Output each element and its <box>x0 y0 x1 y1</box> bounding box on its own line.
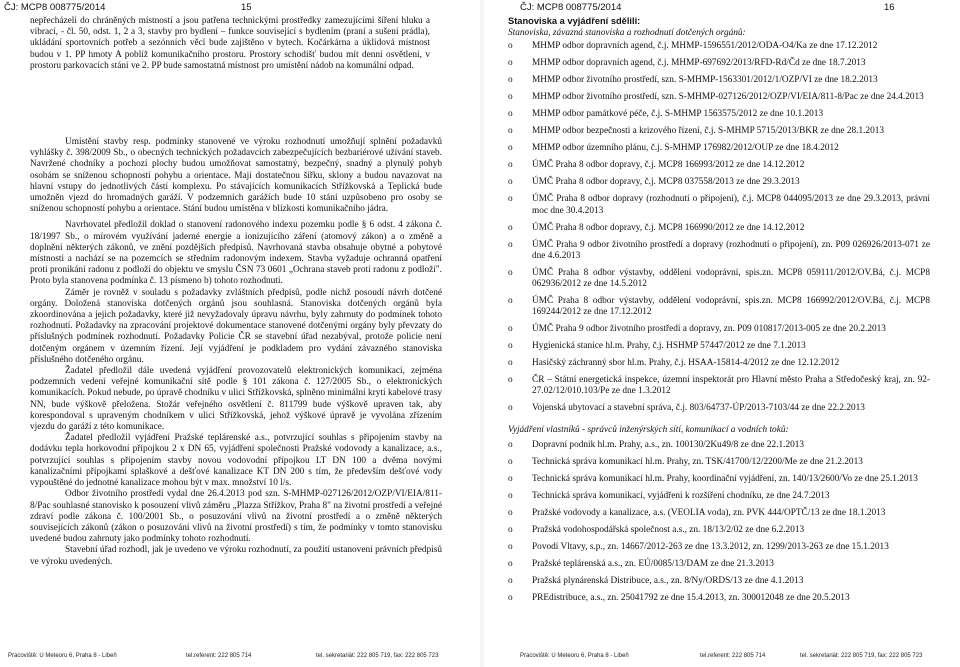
paragraph-electronic-communications: Žadatel předložil dále uvedená vyjádření provozovatelů elektronických komunikací, zejména podzemních vedení veřejné komunikační sítě podle § 101 zákona č. 127/2005 Sb., o elektronických komunikacích. Pokud nebude, po úpravě chodníku v ulici Střížkovská, splněno minimální krytí kabelové trasy NN, bude výškově přeložena. Stožár veřejného osvětlení č. 811799 bude výškově upraven tak, aby korespondoval s upraveným chodníkem v ulici Střížkovská, jehož výškové úpravě je vyvolána zřízením vjezdu do garáží z této komunikace. <box>30 366 442 433</box>
list-item <box>508 324 930 335</box>
list-item <box>508 109 930 120</box>
bullet-icon: o <box>508 358 513 369</box>
bullet-icon: o <box>508 75 513 86</box>
list-item-text: ÚMČ Praha 8 odbor dopravy (rozhodnutí o připojení), č.j. MCP8 044095/2013 ze dne 29.3.2013, právní moc dne 30.4.2013 <box>532 194 930 216</box>
list-item-text: ČR – Státní energetická inspekce, územní inspektorát pro Hlavní město Praha a Středočeský kraj, zn. 92-27.02/12/010.103/Pe ze dne 1.3.2012 <box>532 375 930 397</box>
bullet-icon: o <box>508 194 513 205</box>
list-item-text: MHMP odbor životního prostředí, szn. S-MHMP-1563301/2012/1/OZP/VI ze dne 18.2.2013 <box>532 75 878 86</box>
footer-referent-phone: tel.referent: 222 805 714 <box>700 653 766 659</box>
list-item <box>508 491 930 502</box>
list-item <box>508 92 930 103</box>
list-item <box>508 223 930 234</box>
list-item-text: MHMP odbor územního plánu, č.j. S-MHMP 176982/2012/OUP ze dne 18.4.2012 <box>532 143 839 154</box>
list-item-text: ÚMČ Praha 8 odbor dopravy, č.j. MCP8 037558/2013 ze dne 29.3.2013 <box>532 177 800 188</box>
bullet-icon: o <box>508 143 513 154</box>
statements-section <box>508 16 930 610</box>
list-item-text: Vojenská ubytovací a stavební správa, č.j. 803/64737-ÚP/2013-7103/44 ze dne 22.2.2013 <box>532 403 865 414</box>
list-item <box>508 194 930 216</box>
list-item <box>508 75 930 86</box>
list-item <box>508 440 930 451</box>
bullet-icon: o <box>508 541 513 552</box>
paragraph-radon: Navrhovatel předložil doklad o stanovení radonového indexu pozemku podle § 6 odst. 4 zákona č. 18/1997 Sb., o mírovém využívání jaderné energie a ionizujícího záření (atomový zákon) a o změně a doplnění některých zákonů, ve znění pozdějších předpisů. Navrhovaná stavba obsahuje obytné a pobytové místnosti a nachází se na pozemcích se středním radonovým indexem. Stavba vyžaduje ochranná opatření proti pronikání radonu z podloží do objektu ve smyslu ČSN 73 0601 „Ochrana staveb proti radonu z podloží". Proto byla stanovena podmínka č. 13 písmeno b) tohoto rozhodnutí. <box>30 220 442 287</box>
paragraph-barrier-free: Umístění stavby resp. podmínky stanovené ve výroku rozhodnutí umožňují splnění požadavků vyhlášky č. 398/2009 Sb., o obecných technických požadavcích zabezpečujících bezbariérové užívání staveb. Navržené chodníky a pochozí plochy budou umožňovat samostatný, bezpečný, snadný a plynulý pohyb osobám se sníženou schopností pohybu a orientace. Mají dostatečnou šířku, sklony a budou navazovat na hlavní vstupy do jednotlivých částí komplexu. Po stávajících komunikacích Střížkovská a Teplická bude umožněn vjezd do hromadných garáží. V podzemních garážích bude 10 stání uzpůsobeno pro osoby se sníženou schopností pohybu a orientace. Stání budou umístěna v blízkosti komunikačního jádra. <box>30 137 442 215</box>
list-item-text: Technická správa komunikací, vyjádření k rozšíření chodníku, ze dne 24.7.2013 <box>532 490 830 501</box>
bullet-icon: o <box>508 375 513 386</box>
bullet-icon: o <box>508 507 513 518</box>
list-item <box>508 508 930 519</box>
list-item <box>508 542 930 553</box>
paragraph-conclusion: Stavební úřad rozhodl, jak je uvedeno ve výroku rozhodnutí, za použití ustanovení právních předpisů ve výroku uvedených. <box>30 545 442 567</box>
bullet-icon: o <box>508 403 513 414</box>
footer-secretariat-phone: tel. sekretariát: 222 805 719, fax: 222 805 723 <box>316 653 439 659</box>
list-item-text: Hygienická stanice hl.m. Prahy, č.j. HSHMP 57447/2012 ze dne 7.1.2013 <box>532 341 806 352</box>
bullet-icon: o <box>508 267 513 278</box>
list-item <box>508 474 930 485</box>
bullet-icon: o <box>508 296 513 307</box>
list-item <box>508 403 930 414</box>
bullet-icon: o <box>508 341 513 352</box>
document-reference-number: ČJ: MCP8 008775/2014 <box>520 2 622 13</box>
list-item-text: MHMP odbor životního prostředí, szn. S-MHMP-027126/2012/OZP/VI/EIA/811-8/Pac ze dne 24.4.2013 <box>532 92 924 103</box>
continued-paragraph: nepřecházeli do chráněných místností a jsou patřena technickými prostředky zamezujícími šíření hluku a vibrací, - čl. 50, odst. 1, 2 a 3, stavby pro bydlení – funkce související s bydlením (praní a sušení prádla), ukládání sportovních potřeb a sezónních věcí bude zajištěno v bytech. Kočárkárna a úklidová místnost budou v 1. PP hmoty A poblíž komunikačního prostoru. Prostory schodišť budou mít denní osvětlení, v prostoru parkovacích stání ve 2. PP bude samostatná místnost pro umístění nádob na komunální odpad. <box>30 16 430 71</box>
list-item-text: ÚMČ Praha 8 odbor výstavby, oddělení vodoprávní, spis.zn. MCP8 059111/2012/OV.Bá, č.j. MCP8 062936/2012 ze dne 14.5.2012 <box>532 267 930 290</box>
bullet-icon: o <box>508 456 513 467</box>
bullet-icon: o <box>508 324 513 335</box>
authorities-subtitle: Stanoviska, závazná stanoviska a rozhodnutí dotčených orgánů: <box>508 28 746 39</box>
bullet-icon: o <box>508 239 513 250</box>
list-item <box>508 160 930 171</box>
list-item-text: MHMP odbor bezpečnosti a krizového řízení, č.j. S-MHMP 5715/2013/BKR ze dne 28.1.2013 <box>532 126 885 137</box>
bullet-icon: o <box>508 575 513 586</box>
list-item-text: ÚMČ Praha 8 odbor výstavby, oddělení vodoprávní, spis.zn. MCP8 166992/2012/OV.Bá, č.j. MCP8 169244/2012 ze dne 17.12.2012 <box>532 296 930 318</box>
list-item <box>508 41 930 52</box>
footer-secretariat-phone: tel. sekretariát: 222 805 719, fax: 222 805 723 <box>800 653 923 659</box>
list-item-text: Dopravní podnik hl.m. Prahy, a.s., zn. 100130/2Ku49/8 ze dne 22.1.2013 <box>532 439 805 450</box>
bullet-icon: o <box>508 109 513 120</box>
list-item <box>508 375 930 397</box>
bullet-icon: o <box>508 222 513 233</box>
bullet-icon: o <box>508 524 513 535</box>
page-number: 15 <box>241 2 252 13</box>
bullet-icon: o <box>508 126 513 137</box>
list-item <box>508 341 930 352</box>
list-item-text: Technická správa komunikací hl.m. Prahy, koordinační vyjádření, zn. 140/13/2600/Vo ze dne 25.1.2013 <box>532 473 918 484</box>
paragraph-utilities: Žadatel předložil vyjádření Pražské teplárenské a.s., potvrzující souhlas s připojením stavby na dodávku tepla horkovodní přípojkou 2 x DN 65, vyjádření společnosti Pražské vodovody a kanalizace, a.s., potvrzující souhlas s připojením stavby novou vodovodní přípojkou LT DN 100 a dvěma novými kanalizačními přípojkami splaškové a dešťové kanalizace KT DN 200 s tím, že především dešťové vody vypouštěné do jednotné kanalizace mohou být v max. množství 10 l/s. <box>30 433 442 489</box>
paragraph-authorities: Záměr je rovněž v souladu s požadavky zvláštních předpisů, podle nichž posoudí návrh dotčené orgány. Doložená stanoviska dotčených orgánů jsou souhlasná. Stanoviska dotčených orgánů byla zkoordinována a jejich požadavky, které již nevyžadovaly úpravu návrhu, byly zahrnuty do podmínek tohoto rozhodnutí. Požadavky na zpracování projektové dokumentace stanovené dotčenými orgány byly převzaty do příslušných podmínek rozhodnutí. Požadavky Policie ČR se stavební úřad nezabýval, protože policie není dotčeným orgánem v územním řízení. Její vyjádření je podkladem pro vydání závazného stanoviska příslušného dotčeného orgánu. <box>30 287 442 365</box>
list-item <box>508 358 930 369</box>
list-item <box>508 457 930 468</box>
bullet-icon: o <box>508 473 513 484</box>
list-item <box>508 126 930 137</box>
list-item-text: Pražská vodohospodářská společnost a.s., zn. 18/13/2/02 ze dne 6.2.2013 <box>532 524 805 535</box>
authorities-list <box>508 41 930 414</box>
list-item-text: ÚMČ Praha 8 odbor dopravy, č.j. MCP8 166990/2012 ze dne 14.12.2012 <box>532 222 805 233</box>
bullet-icon: o <box>508 490 513 501</box>
bullet-icon: o <box>508 177 513 188</box>
bullet-icon: o <box>508 41 513 52</box>
list-item <box>508 240 930 262</box>
right-page <box>484 0 960 667</box>
list-item-text: Pražská plynárenská Distribuce, a.s., zn. 8/Ny/ORDS/13 ze dne 4.1.2013 <box>532 575 804 586</box>
footer-address: Pracoviště: U Meteoru 6, Praha 8 - Libeň <box>520 653 629 659</box>
list-item-text: PREdistribuce, a.s., zn. 25041792 ze dne 15.4.2013, zn. 300012048 ze dne 20.5.2013 <box>532 592 850 603</box>
paragraph-eia: Odbor životního prostředí vydal dne 26.4.2013 pod szn. S-MHMP-027126/2012/OZP/VI/EIA/811-8/Pac souhlasné stanovisko k posouzení vlivů záměru „Plazza Střížkov, Praha 8" na životní prostředí a veřejné zdraví podle zákona č. 100/2001 Sb., o posuzování vlivů na životní prostředí a o změně některých souvisejících zákonů (zákon o posuzování vlivů na životní prostředí) s tím, že podmínky v tomto stanovisku uvedené budou zahrnuty jako podmínky tohoto rozhodnutí. <box>30 489 442 545</box>
list-item-text: ÚMČ Praha 8 odbor dopravy, č.j. MCP8 166993/2012 ze dne 14.12.2012 <box>532 160 805 171</box>
list-item-text: ÚMČ Praha 9 odbor životního prostředí a dopravy (rozhodnutí o připojení), zn. P09 026926/2013-071 ze dne 4.6.2013 <box>532 239 930 261</box>
list-item-text: MHMP odbor dopravních agend, č.j. MHMP-697692/2013/RFD-Rd/Čd ze dne 18.7.2013 <box>532 58 866 69</box>
list-item <box>508 58 930 69</box>
list-item <box>508 576 930 587</box>
list-item-text: ÚMČ Praha 9 odbor životního prostředí a dopravy, zn. P09 010817/2013-005 ze dne 20.2.2013 <box>532 324 886 335</box>
page-number: 16 <box>884 2 895 13</box>
bullet-icon: o <box>508 160 513 171</box>
list-item <box>508 559 930 570</box>
bullet-icon: o <box>508 58 513 69</box>
list-item <box>508 143 930 154</box>
footer-referent-phone: tel.referent: 222 805 714 <box>186 653 252 659</box>
network-owners-list <box>508 440 930 604</box>
justification-text <box>30 137 442 568</box>
list-item <box>508 296 930 318</box>
list-item-text: MHMP odbor památkové péče, č.j. S-MHMP 1563575/2012 ze dne 10.1.2013 <box>532 109 824 120</box>
list-item <box>508 525 930 536</box>
list-item-text: Pražské teplárenská a.s., zn. EÚ/0085/13/DAM ze dne 21.3.2013 <box>532 558 774 569</box>
list-item <box>508 177 930 188</box>
list-item-text: Pražské vodovody a kanalizace, a.s. (VEOLIA voda), zn. PVK 444/OPTČ/13 ze dne 18.1.2013 <box>532 507 886 518</box>
list-item-text: Hasičský záchranný sbor hl.m. Prahy, č.j. HSAA-15814-4/2012 ze dne 12.12.2012 <box>532 358 840 369</box>
bullet-icon: o <box>508 439 513 450</box>
bullet-icon: o <box>508 558 513 569</box>
footer-address: Pracoviště: U Meteoru 6, Praha 8 - Libeň <box>8 653 117 659</box>
document-reference-number: ČJ: MCP8 008775/2014 <box>4 2 106 13</box>
bullet-icon: o <box>508 592 513 603</box>
list-item-text: MHMP odbor dopravních agend, č.j. MHMP-1596551/2012/ODA-O4/Ka ze dne 17.12.2012 <box>532 41 878 52</box>
section-title: Stanoviska a vyjádření sdělili: <box>508 16 641 26</box>
bullet-icon: o <box>508 92 513 103</box>
list-item-text: Technická správa komunikací hl.m. Prahy, zn. TSK/41700/12/2200/Me ze dne 21.2.2013 <box>532 456 863 467</box>
continued-text-block <box>30 16 430 72</box>
list-item-text: Povodí Vltavy, s.p., zn. 14667/2012-263 ze dne 13.3.2012, zn. 1299/2013-263 ze dne 15.1.2013 <box>532 541 889 552</box>
list-item <box>508 593 930 604</box>
network-owners-subtitle: Vyjádření vlastníků - správců inženýrských sítí, komunikací a vodních toků: <box>508 424 789 435</box>
list-item <box>508 268 930 290</box>
